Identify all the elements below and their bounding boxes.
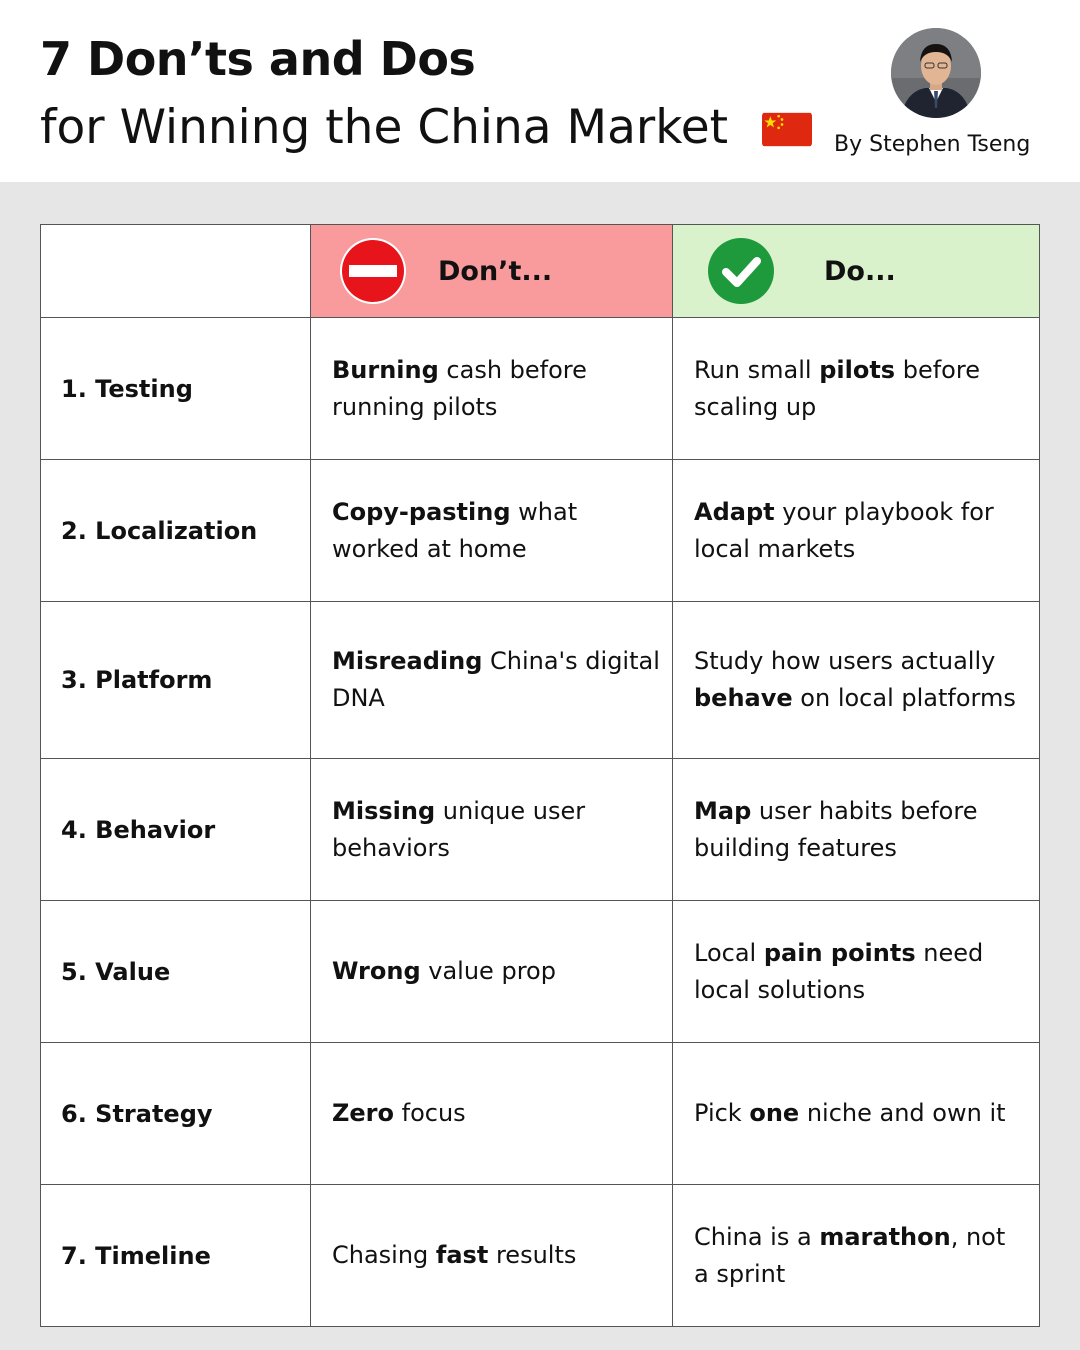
page-subtitle: for Winning the China Market bbox=[40, 100, 729, 155]
row-topic: 1. Testing bbox=[41, 318, 311, 460]
do-emphasis: Adapt bbox=[694, 497, 775, 526]
dont-header-cell bbox=[311, 225, 673, 318]
table-header-row bbox=[41, 225, 1040, 318]
do-text-post: on local platforms bbox=[792, 684, 1016, 712]
table-row bbox=[41, 901, 1040, 1043]
row-topic: 2. Localization bbox=[41, 460, 311, 602]
header bbox=[0, 0, 1080, 182]
dont-cell bbox=[311, 901, 673, 1043]
dont-text: focus bbox=[394, 1099, 466, 1127]
do-cell bbox=[673, 318, 1040, 460]
do-cell bbox=[673, 1043, 1040, 1185]
table-row bbox=[41, 1043, 1040, 1185]
table-row bbox=[41, 1185, 1040, 1327]
dont-cell bbox=[311, 759, 673, 901]
do-text-pre: Local bbox=[694, 938, 764, 967]
dont-cell bbox=[311, 460, 673, 602]
dont-emphasis: Misreading bbox=[332, 647, 483, 675]
table-row bbox=[41, 759, 1040, 901]
do-cell bbox=[673, 901, 1040, 1043]
do-emphasis: marathon bbox=[819, 1222, 951, 1251]
do-emphasis: Map bbox=[694, 796, 752, 825]
row-topic: 6. Strategy bbox=[41, 1043, 311, 1185]
dont-emphasis: Copy-pasting bbox=[332, 497, 511, 526]
dont-emphasis: Missing bbox=[332, 796, 436, 825]
do-text-pre: Pick bbox=[694, 1099, 750, 1127]
dont-emphasis: fast bbox=[435, 1241, 489, 1269]
page-title: 7 Don’ts and Dos bbox=[40, 32, 476, 86]
do-emphasis: one bbox=[749, 1099, 800, 1127]
dont-text: what worked at home bbox=[332, 497, 578, 563]
do-emphasis: pilots bbox=[819, 355, 896, 384]
row-topic: 4. Behavior bbox=[41, 759, 311, 901]
do-text-post: before scaling up bbox=[694, 355, 980, 421]
table-row bbox=[41, 318, 1040, 460]
do-text-pre: Study how users actually bbox=[694, 647, 996, 675]
dont-text: value prop bbox=[420, 957, 556, 985]
dont-cell bbox=[311, 1043, 673, 1185]
row-topic: 5. Value bbox=[41, 901, 311, 1043]
dos-and-donts-table bbox=[40, 224, 1040, 1327]
dont-text: China's digital DNA bbox=[332, 647, 660, 712]
do-text-post: your playbook for local markets bbox=[694, 497, 994, 563]
dont-cell bbox=[311, 318, 673, 460]
row-topic: 7. Timeline bbox=[41, 1185, 311, 1327]
do-emphasis: pain points bbox=[763, 938, 916, 967]
do-text-post: need local solutions bbox=[694, 938, 984, 1004]
dont-emphasis: Wrong bbox=[332, 957, 421, 985]
do-emphasis: behave bbox=[694, 684, 793, 712]
do-text-post: user habits before building features bbox=[694, 796, 978, 862]
china-flag-icon bbox=[762, 112, 812, 147]
row-topic: 3. Platform bbox=[41, 602, 311, 759]
no-entry-icon bbox=[338, 236, 408, 306]
table-row bbox=[41, 460, 1040, 602]
dont-text: cash before running pilots bbox=[332, 355, 587, 421]
do-header-cell bbox=[673, 225, 1040, 318]
dont-emphasis: Zero bbox=[332, 1099, 395, 1127]
do-text-pre: China is a bbox=[694, 1222, 820, 1251]
dont-cell bbox=[311, 1185, 673, 1327]
table-row bbox=[41, 602, 1040, 759]
do-cell bbox=[673, 602, 1040, 759]
dont-text: unique user behaviors bbox=[332, 796, 586, 862]
author-byline: By Stephen Tseng bbox=[834, 132, 1031, 157]
dont-header-label: Don’t... bbox=[438, 255, 553, 287]
do-cell bbox=[673, 1185, 1040, 1327]
topic-header-cell bbox=[41, 225, 311, 318]
dont-emphasis: Burning bbox=[332, 355, 439, 384]
check-icon bbox=[706, 236, 776, 306]
dont-text-pre: Chasing bbox=[332, 1241, 436, 1269]
author-avatar bbox=[891, 28, 981, 118]
do-text-pre: Run small bbox=[694, 355, 820, 384]
do-text-post: , not a sprint bbox=[694, 1222, 1006, 1288]
do-cell bbox=[673, 759, 1040, 901]
dont-text: results bbox=[488, 1241, 577, 1269]
do-cell bbox=[673, 460, 1040, 602]
dont-cell bbox=[311, 602, 673, 759]
do-text-post: niche and own it bbox=[799, 1099, 1006, 1127]
do-header-label: Do... bbox=[824, 255, 896, 287]
